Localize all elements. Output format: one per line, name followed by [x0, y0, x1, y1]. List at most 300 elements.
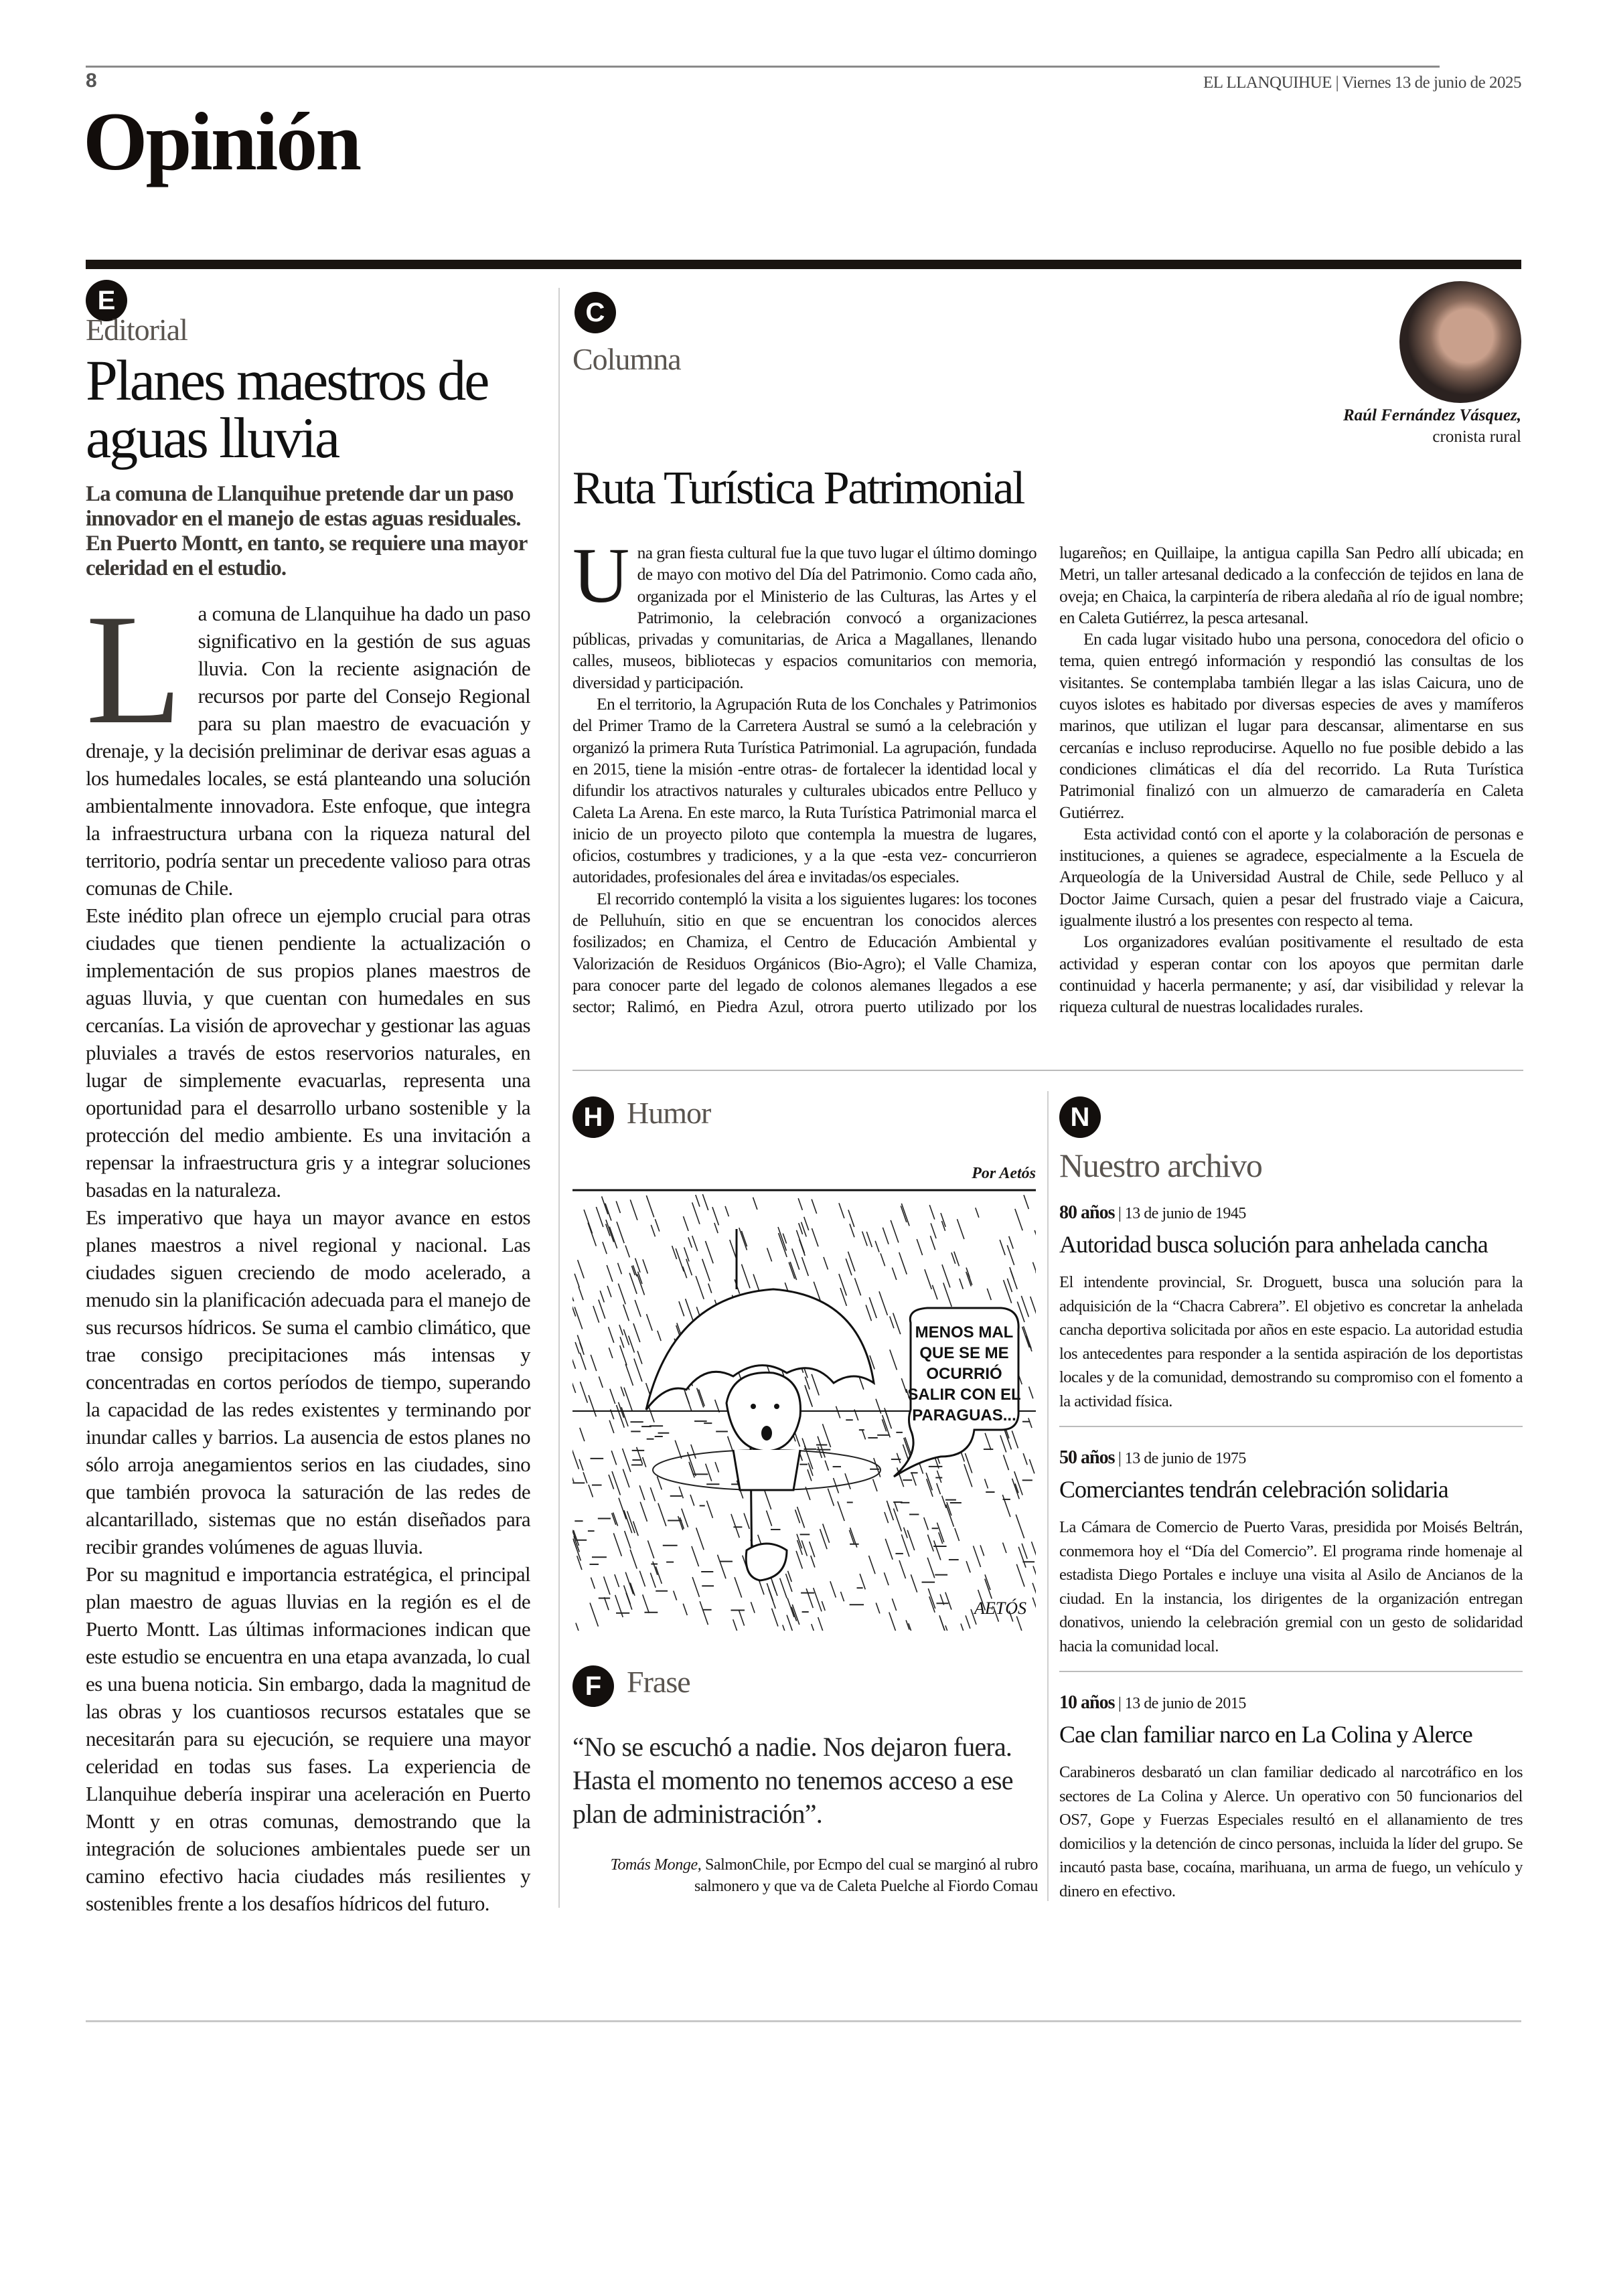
raindrop	[623, 1305, 629, 1321]
raindrop	[606, 1220, 614, 1242]
raindrop	[741, 1264, 750, 1289]
raindrop	[715, 1462, 718, 1472]
raindrop	[643, 1457, 646, 1467]
raindrop	[942, 1495, 946, 1507]
raindrop	[1009, 1236, 1014, 1249]
raindrop	[924, 1518, 929, 1530]
raindrop	[839, 1203, 844, 1218]
raindrop	[783, 1625, 787, 1631]
archive-date: 13 de junio de 2015	[1124, 1695, 1246, 1712]
raindrop	[751, 1602, 755, 1613]
columna-paragraph: El recorrido contempló la visita a los siguientes lugares: los tocones de Pelluhuín, sitio en que se encuentran los conocidos alerces fosilizados; en Chamiza, el Centro de Educación Ambiental y Valorización de Residuos Orgánicos (Bio-Agro); el Valle Chamiza, para conocer parte del legado de colonos alemanes llegados a ese sector; Ralimó, en Piedra Azul, otrora puerto utilizado por los lugareños; en Quillaipe, la antigua capilla San Pedro allí ubicada; en Metri, un taller artesanal dedicado a la confección de tejidos en lana de oveja; en Chaica, la carpintería de ribera aledaña al río de igual nombre; en Caleta Gutiérrez, la pesca artesanal.	[572, 543, 1523, 1017]
raindrop	[767, 1248, 772, 1261]
raindrop	[804, 1217, 809, 1230]
raindrop	[1018, 1547, 1026, 1568]
raindrop	[862, 1232, 868, 1246]
raindrop	[691, 1445, 696, 1459]
raindrop	[940, 1617, 945, 1631]
raindrop	[572, 1620, 574, 1631]
raindrop	[639, 1571, 645, 1587]
frase-kicker: Frase	[627, 1665, 690, 1699]
columna-body	[572, 531, 1523, 1064]
raindrop	[576, 1623, 581, 1631]
columna-paragraph: En cada lugar visitado hubo una persona, conocedora del oficio o tema, quien entregó información y respondió las consultas de los visitantes. Se contemplaba también llegar a las islas Caicura, uno de cuyos islotes es habitado por diversas especies de aves y mamíferos marinos, que utilizan el lugar para descansar, alimentarse en sus cercanías e incluso reproducirse. Aquello no fue posible debido a las condiciones climáticas el día del recorrido. La Ruta Turística Patrimonial finalizó con un almuerzo de camaradería en Caleta Gutiérrez.	[1059, 629, 1523, 822]
archive-body: El intendente provincial, Sr. Droguett, busca una solución para la adquisición de la “Chacra Cabrera”. El objetivo es concretar la anhelada cancha deportiva solicitada por años en este espacio. La autoridad estudia los antecedentes para responder a la sentida aspiración de los deportistas locales y de la comunidad, demostrando su compromiso con el fomento a la actividad física.	[1059, 1273, 1523, 1410]
raindrop	[731, 1514, 739, 1538]
raindrop	[735, 1577, 742, 1597]
raindrop	[932, 1285, 937, 1300]
raindrop	[593, 1306, 599, 1323]
raindrop	[1023, 1326, 1031, 1348]
raindrop	[845, 1473, 850, 1489]
raindrop	[973, 1546, 980, 1567]
raindrop	[925, 1269, 931, 1289]
raindrop	[893, 1313, 901, 1334]
raindrop	[966, 1561, 970, 1572]
raindrop	[646, 1196, 654, 1218]
columna-paragraph: Los organizadores evalúan positivamente el resultado de esta actividad y esperan contar con los apoyos que permitan darle continuidad y hacerla permanente; y así, dar visibilidad y relevar la riqueza cultural de nuestras localidades rurales.	[1059, 932, 1523, 1017]
raindrop	[633, 1522, 639, 1536]
cartoon-illustration	[572, 1189, 1036, 1631]
raindrop	[960, 1279, 963, 1289]
raindrop	[692, 1577, 699, 1597]
raindrop	[899, 1560, 905, 1578]
raindrop	[798, 1198, 802, 1210]
raindrop	[1004, 1455, 1009, 1470]
raindrop	[961, 1624, 968, 1631]
section-rule	[86, 260, 1521, 269]
raindrop	[588, 1222, 596, 1246]
column-divider	[1047, 1091, 1049, 1901]
editorial-paragraph: Este inédito plan ofrece un ejemplo crucial para otras ciudades que tienen pendiente la actualización o implementación de sus propios planes maestros de aguas lluvia, y que cuentan con humedales en sus cercanías. La visión de aprovechar y gestionar las aguas pluviales a través de estos reservorios naturales, en lugar de simplemente evacuarlas, representa una oportunidad para el desarrollo urbano sostenible y la protección del medio ambiente. Es una invitación a repensar la infraestructura gris y a integrar soluciones basadas en la naturaleza.	[86, 904, 530, 1202]
raindrop	[692, 1236, 698, 1251]
raindrop	[705, 1241, 713, 1263]
raindrop	[812, 1200, 817, 1214]
archive-divider	[1059, 1671, 1523, 1672]
raindrop	[1016, 1564, 1024, 1587]
raindrop	[1000, 1435, 1006, 1452]
raindrop	[618, 1263, 622, 1275]
raindrop	[904, 1438, 911, 1457]
raindrop	[780, 1578, 787, 1598]
raindrop	[934, 1540, 941, 1560]
raindrop	[580, 1382, 587, 1402]
archive-years: 50 años	[1059, 1447, 1115, 1468]
raindrop	[683, 1604, 687, 1615]
raindrop	[612, 1471, 620, 1495]
raindrop	[1024, 1195, 1028, 1209]
raindrop	[822, 1424, 830, 1447]
raindrop	[897, 1453, 900, 1463]
archive-body: Carabineros desbarató un clan familiar dedicado al narcotráfico en los sectores de La Colina y Alerce. Un operativo con 50 funcionarios del OS7, Gope y Fuerzas Especiales resultó en el allanamiento de tres domicilios y la detención de cinco personas, incluida la líder del grupo. Se incautó pasta base, cocaína, marihuana, un arma de fuego, un vehículo y dinero en efectivo.	[1059, 1763, 1523, 1900]
editorial-paragraph: Es imperativo que haya un mayor avance en estos planes maestros a nivel regional y nacional. Las ciudades siguen creciendo de modo acelerado, a menudo sin la planificación adecuada para el manejo de sus recursos hídricos. Se suma el cambio climático, que trae consigo precipitaciones más intensas y concentradas en cortos períodos de tiempo, superando la capacidad de las redes existentes y terminando por inundar calles y barrios. La ausencia de estos planes no sólo arroja anegamientos serios en las ciudades, sino que también provoca la saturación de las redes de alcantarillado, sistemas que no están diseñados para recibir grandes volúmenes de aguas lluvia.	[86, 1206, 530, 1558]
raindrop	[985, 1433, 991, 1450]
archive-meta: 10 años | 13 de junio de 2015	[1059, 1692, 1246, 1713]
raindrop	[866, 1305, 871, 1321]
raindrop	[876, 1603, 880, 1613]
raindrop	[655, 1219, 659, 1231]
page-number: 8	[86, 70, 97, 92]
raindrop	[890, 1349, 897, 1370]
editorial-headline: Planes maestros de aguas lluvia	[86, 348, 488, 470]
raindrop	[607, 1286, 611, 1297]
raindrop	[708, 1284, 712, 1293]
bubble-line: OCURRIÓ	[926, 1365, 1002, 1383]
raindrop	[651, 1225, 655, 1237]
raindrop	[927, 1535, 933, 1552]
raindrop	[954, 1252, 960, 1266]
raindrop	[883, 1228, 889, 1244]
raindrop	[860, 1574, 865, 1589]
raindrop	[575, 1274, 579, 1287]
archive-meta: 50 años | 13 de junio de 1975	[1059, 1447, 1246, 1468]
raindrop	[790, 1262, 797, 1280]
bubble-line: PARAGUAS...	[912, 1406, 1016, 1424]
raindrop	[885, 1512, 889, 1523]
raindrop	[706, 1464, 712, 1481]
raindrop	[686, 1299, 694, 1322]
raindrop	[625, 1531, 631, 1548]
attribution-name: Tomás Monge,	[610, 1856, 702, 1874]
raindrop	[625, 1364, 633, 1386]
raindrop	[792, 1248, 799, 1269]
raindrop	[767, 1511, 772, 1526]
raindrop	[825, 1461, 828, 1471]
archive-headline: Cae clan familiar narco en La Colina y Alerce	[1059, 1721, 1472, 1748]
raindrop	[801, 1222, 807, 1237]
raindrop	[615, 1574, 619, 1587]
raindrop	[697, 1388, 704, 1408]
raindrop	[629, 1335, 635, 1352]
raindrop	[619, 1325, 623, 1335]
raindrop	[814, 1588, 822, 1611]
raindrop	[964, 1464, 972, 1487]
raindrop	[1007, 1279, 1012, 1292]
raindrop	[889, 1613, 897, 1631]
raindrop	[643, 1594, 649, 1613]
raindrop	[1023, 1453, 1027, 1465]
raindrop	[637, 1274, 645, 1295]
raindrop	[714, 1223, 718, 1233]
raindrop	[1022, 1327, 1030, 1347]
raindrop	[572, 1469, 574, 1482]
raindrop	[927, 1558, 935, 1578]
raindrop	[575, 1342, 579, 1354]
bubble-line: MENOS MAL	[915, 1323, 1014, 1341]
raindrop	[658, 1503, 666, 1526]
raindrop	[796, 1230, 804, 1253]
raindrop	[630, 1583, 635, 1596]
raindrop	[647, 1540, 654, 1558]
editorial-kicker: Editorial	[86, 313, 187, 347]
raindrop	[901, 1378, 907, 1393]
raindrop	[617, 1222, 624, 1243]
raindrop	[623, 1449, 631, 1472]
raindrop	[873, 1479, 877, 1491]
drop-cap: U	[572, 531, 629, 619]
archive-years: 10 años	[1059, 1692, 1115, 1713]
raindrop	[779, 1233, 787, 1257]
raindrop	[609, 1475, 614, 1489]
columna-paragraph: Esta actividad contó con el aporte y la colaboración de personas e instituciones, a quienes se agradece, especialmente a la Escuela de Arqueología de la Universidad Austral de Chile, sede Pelluco y al Doctor Jaime Cursach, quien a pesar del frustrado viaje a Caicura, igualmente ilustró a los presentes con respecto al tema.	[1059, 823, 1523, 930]
raindrop	[917, 1239, 922, 1255]
archive-divider	[1059, 1426, 1523, 1427]
raindrop	[1011, 1271, 1018, 1289]
raindrop	[609, 1327, 614, 1343]
top-rule	[86, 66, 1440, 68]
raindrop	[683, 1266, 687, 1278]
raindrop	[769, 1589, 775, 1609]
raindrop	[718, 1555, 726, 1579]
raindrop	[609, 1347, 613, 1358]
raindrop	[698, 1390, 704, 1406]
character-head	[726, 1373, 801, 1451]
raindrop	[696, 1276, 704, 1299]
raindrop	[605, 1204, 611, 1221]
raindrop	[1022, 1544, 1027, 1559]
raindrop	[685, 1392, 692, 1411]
raindrop	[1012, 1430, 1018, 1448]
raindrop	[572, 1283, 574, 1301]
raindrop	[945, 1592, 951, 1610]
archivo-badge-icon: N	[1059, 1096, 1101, 1138]
attribution-detail: SalmonChile, por Ecmpo del cual se marginó al rubro salmonero y que va de Caleta Puelche al Fiordo Comau	[694, 1856, 1038, 1895]
raindrop	[676, 1248, 684, 1271]
raindrop	[700, 1601, 708, 1625]
raindrop	[899, 1252, 907, 1275]
raindrop	[613, 1533, 621, 1556]
archive-headline: Comerciantes tendrán celebración solidaria	[1059, 1476, 1448, 1503]
raindrop	[930, 1236, 935, 1250]
raindrop	[786, 1574, 792, 1592]
raindrop	[674, 1591, 677, 1601]
raindrop	[580, 1428, 585, 1441]
raindrop	[725, 1206, 729, 1216]
author-photo	[1399, 281, 1521, 403]
raindrop	[812, 1228, 818, 1246]
raindrop	[619, 1402, 624, 1418]
raindrop	[1028, 1418, 1032, 1428]
raindrop	[811, 1556, 815, 1568]
raindrop	[883, 1415, 891, 1437]
raindrop	[1032, 1583, 1036, 1596]
raindrop	[712, 1207, 719, 1225]
raindrop	[955, 1528, 960, 1541]
raindrop	[869, 1297, 876, 1318]
raindrop	[888, 1504, 893, 1520]
author-role: cronista rural	[1432, 428, 1521, 446]
raindrop	[806, 1588, 813, 1608]
raindrop	[911, 1574, 917, 1592]
raindrop	[692, 1202, 700, 1224]
raindrop	[787, 1615, 795, 1631]
raindrop	[810, 1542, 815, 1557]
raindrop	[1032, 1597, 1036, 1619]
columna-badge-icon: C	[575, 292, 616, 333]
raindrop	[675, 1441, 682, 1459]
raindrop	[596, 1207, 603, 1227]
editorial-badge-icon: E	[86, 280, 127, 321]
editorial-body	[86, 582, 530, 1917]
archive-years: 80 años	[1059, 1202, 1115, 1223]
raindrop	[846, 1258, 852, 1275]
raindrop	[739, 1228, 747, 1250]
character-body	[733, 1450, 800, 1490]
section-title: Opinión	[83, 96, 360, 187]
raindrop	[753, 1198, 757, 1210]
raindrop	[929, 1205, 935, 1220]
raindrop	[620, 1337, 624, 1347]
raindrop	[838, 1501, 844, 1521]
raindrop	[609, 1420, 614, 1433]
raindrop	[583, 1472, 587, 1483]
paragraph-text: a comuna de Llanquihue ha dado un paso significativo en la gestión de sus aguas lluvia. Con la reciente asignación de recursos por parte del Consejo Regional para su plan maestro de evacuación y drenaje, y la decisión preliminar de derivar esas aguas a los humedales locales, se está planteando una solución ambientalmente innovadora. Este enfoque, que integra la infraestructura urbana con la riqueza natural del territorio, podría sentar un precedente valioso para otras comunas de Chile.	[86, 602, 530, 900]
raindrop	[818, 1617, 823, 1631]
raindrop	[928, 1588, 935, 1609]
raindrop	[635, 1258, 640, 1273]
columna-kicker: Columna	[572, 342, 681, 376]
raindrop	[679, 1301, 684, 1316]
raindrop	[869, 1556, 876, 1574]
editorial-deck: La comuna de Llanquihue pretende dar un paso innovador en el manejo de estas aguas residuales. En Puerto Montt, en tanto, se requiere una mayor celeridad en el estudio.	[86, 482, 527, 580]
raindrop	[937, 1483, 941, 1494]
raindrop	[802, 1257, 809, 1276]
raindrop	[885, 1539, 893, 1560]
raindrop	[658, 1331, 661, 1341]
raindrop	[619, 1498, 626, 1520]
raindrop	[765, 1491, 771, 1509]
raindrop	[733, 1619, 741, 1631]
frase-badge-icon: F	[572, 1665, 614, 1707]
raindrop	[572, 1351, 575, 1369]
raindrop	[1035, 1230, 1036, 1252]
columna-paragraph: En el territorio, la Agrupación Ruta de los Conchales y Patrimonios del Primer Tramo de la Carretera Austral se sumó a la celebración y organizó la primera Ruta Turística Patrimonial. La agrupación, fundada en 2015, tiene la misión -entre otras- de fortalecer la identidad local y difundir los atractivos naturales y culturales ubicados entre Pelluco y Caleta La Arena. En este marco, la Ruta Turística Patrimonial marca el inicio de un proyecto piloto que contempla la muestra de lugares, oficios, costumbres y tradiciones, y a la que -esta vez- concurrieron autoridades, profesionales del área e invitadas/os especiales.	[572, 694, 1037, 887]
raindrop	[822, 1601, 825, 1611]
raindrop	[579, 1287, 583, 1300]
raindrop	[1016, 1515, 1024, 1538]
raindrop	[976, 1208, 979, 1218]
raindrop	[937, 1471, 941, 1483]
raindrop	[589, 1485, 593, 1497]
archive-date: 13 de junio de 1975	[1124, 1450, 1246, 1467]
raindrop	[702, 1194, 708, 1210]
raindrop	[828, 1489, 834, 1506]
quote-text: “No se escuchó a nadie. Nos dejaron fuera. Hasta el momento no tenemos acceso a ese plan de administración”.	[572, 1732, 1013, 1829]
raindrop	[818, 1437, 825, 1458]
raindrop	[879, 1291, 887, 1315]
raindrop	[739, 1611, 745, 1625]
raindrop	[1002, 1495, 1010, 1517]
columna-paragraph	[572, 531, 1037, 693]
archive-item	[1059, 1202, 1523, 1413]
raindrop	[985, 1479, 988, 1488]
raindrop	[943, 1283, 951, 1307]
raindrop	[589, 1395, 596, 1416]
raindrop	[741, 1231, 747, 1246]
archive-item	[1059, 1692, 1523, 1903]
raindrop	[892, 1268, 896, 1280]
raindrop	[706, 1501, 712, 1518]
quote-attribution	[583, 1854, 1038, 1897]
raindrop	[607, 1265, 613, 1282]
raindrop	[575, 1307, 583, 1329]
raindrop	[702, 1259, 710, 1281]
raindrop	[657, 1477, 662, 1490]
raindrop	[611, 1451, 616, 1465]
archive-date: 13 de junio de 1945	[1124, 1205, 1246, 1222]
raindrop	[603, 1242, 607, 1254]
raindrop	[609, 1226, 617, 1248]
raindrop	[579, 1459, 583, 1471]
raindrop	[1004, 1280, 1012, 1303]
raindrop	[840, 1592, 844, 1601]
raindrop	[1003, 1542, 1006, 1553]
raindrop	[599, 1300, 605, 1319]
raindrop	[945, 1625, 949, 1631]
bubble-line: SALIR CON EL	[907, 1386, 1021, 1404]
author-name: Raúl Fernández Vásquez,	[1343, 406, 1521, 424]
raindrop	[744, 1513, 749, 1529]
column-divider	[558, 288, 560, 1908]
archive-meta: 80 años | 13 de junio de 1945	[1059, 1202, 1246, 1223]
raindrop	[891, 1220, 899, 1242]
raindrop	[640, 1502, 647, 1522]
raindrop	[590, 1603, 598, 1626]
raindrop	[637, 1447, 643, 1465]
raindrop	[941, 1221, 945, 1231]
raindrop	[875, 1241, 879, 1252]
raindrop	[604, 1576, 610, 1594]
raindrop	[1032, 1262, 1036, 1281]
raindrop	[854, 1278, 860, 1295]
raindrop	[591, 1578, 595, 1589]
raindrop	[892, 1598, 896, 1611]
drop-cap: L	[86, 582, 182, 757]
raindrop	[599, 1376, 603, 1388]
raindrop	[985, 1579, 992, 1599]
raindrop	[1021, 1296, 1028, 1317]
raindrop	[639, 1485, 645, 1500]
raindrop	[931, 1223, 936, 1238]
raindrop	[600, 1291, 604, 1302]
raindrop	[730, 1240, 737, 1259]
raindrop	[957, 1219, 964, 1239]
raindrop	[610, 1389, 615, 1404]
raindrop	[650, 1487, 655, 1501]
raindrop	[848, 1210, 854, 1227]
raindrop	[884, 1572, 889, 1585]
raindrop	[623, 1329, 629, 1345]
raindrop	[572, 1293, 576, 1317]
raindrop	[688, 1237, 692, 1247]
raindrop	[672, 1246, 677, 1259]
raindrop	[650, 1573, 656, 1588]
raindrop	[637, 1351, 642, 1364]
raindrop	[591, 1355, 596, 1371]
raindrop	[911, 1472, 916, 1485]
paragraph-text: na gran fiesta cultural fue la que tuvo lugar el último domingo de mayo con motivo del Día del Patrimonio. Como cada año, organizada por el Ministerio de las Culturas, las Artes y el Patrimonio, la celebración convocó a organizaciones públicas, privadas y comunitarias, de Arica a Magallanes, llenando calles, museos, bibliotecas y espacios comunitarios con memoria, diversidad y participación.	[572, 543, 1037, 692]
raindrop	[907, 1530, 915, 1550]
newspaper-name: EL LLANQUIHUE	[1203, 74, 1332, 92]
raindrop	[616, 1201, 620, 1213]
raindrop	[836, 1406, 840, 1418]
raindrop	[630, 1200, 637, 1220]
section-divider	[572, 1070, 1523, 1071]
raindrop	[946, 1505, 954, 1527]
humor-badge-icon: H	[572, 1096, 614, 1138]
humor-kicker: Humor	[627, 1096, 711, 1130]
raindrop	[643, 1259, 647, 1273]
